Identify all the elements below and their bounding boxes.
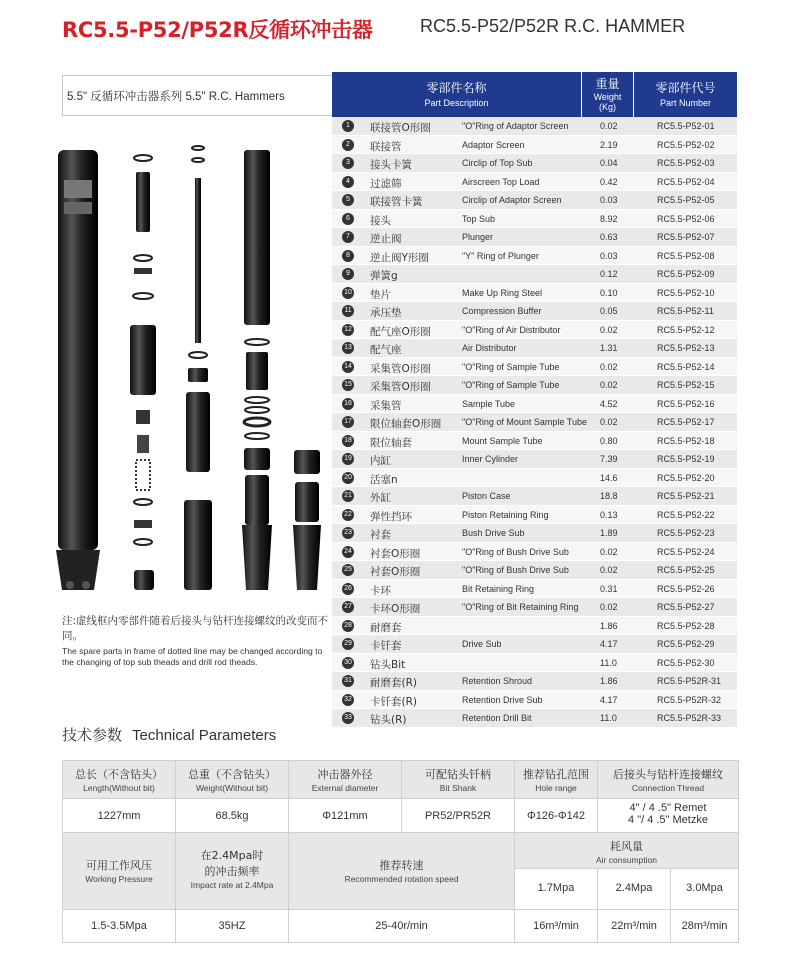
part-name-en: "O"Ring of Sample Tube bbox=[462, 361, 560, 372]
part-row bbox=[332, 136, 737, 155]
part-name-en: Airscreen Top Load bbox=[462, 176, 540, 187]
part-code: RC5.5-P52-20 bbox=[657, 472, 715, 483]
tech-header-pressure: 可用工作风压 Working Pressure bbox=[63, 833, 176, 910]
part-name-cn: 采集管O形圈 bbox=[370, 362, 431, 375]
part-code: RC5.5-P52-11 bbox=[657, 306, 714, 316]
part-weight: 4.52 bbox=[600, 398, 618, 409]
part-number-badge: 3 bbox=[342, 157, 354, 169]
tech-air-pressure-2: 3.0Mpa bbox=[671, 869, 739, 910]
part-number-badge: 16 bbox=[342, 398, 354, 410]
part-number-badge: 29 bbox=[342, 638, 354, 650]
tech-air-pressure-0: 1.7Mpa bbox=[515, 869, 598, 910]
part-weight: 0.02 bbox=[600, 361, 618, 372]
part-name-cn: 联接管 bbox=[370, 140, 402, 153]
part-name-cn: 衬套 bbox=[370, 529, 391, 541]
part-name-en: "O"Ring of Adaptor Screen bbox=[462, 121, 569, 131]
part-row bbox=[332, 672, 737, 691]
part-name-en: "O"Ring of Mount Sample Tube bbox=[462, 417, 587, 427]
part-row bbox=[332, 691, 737, 710]
part-name-cn: 弹簧g bbox=[370, 270, 398, 282]
part-number-badge: 17 bbox=[342, 416, 354, 428]
part-code: RC5.5-P52R-31 bbox=[657, 676, 722, 686]
part-name-cn: 配气座 bbox=[370, 344, 402, 356]
part-weight: 0.03 bbox=[600, 250, 618, 261]
part-name-cn: 卡环 bbox=[370, 584, 391, 597]
part-code: RC5.5-P52-18 bbox=[657, 435, 715, 446]
part-name-en: Piston Retaining Ring bbox=[462, 509, 549, 520]
tech-value-1: 68.5kg bbox=[176, 799, 289, 833]
part-row bbox=[332, 654, 737, 673]
part-weight: 11.0 bbox=[600, 657, 617, 668]
part-code: RC5.5-P52-19 bbox=[657, 454, 715, 464]
part-row bbox=[332, 302, 737, 321]
part-weight: 0.02 bbox=[600, 565, 618, 575]
part-number-badge: 31 bbox=[342, 675, 354, 687]
tech-header-5: 后接头与钻杆连接螺纹 Connection Thread bbox=[598, 761, 739, 799]
part-name-cn: 承压垫 bbox=[370, 307, 402, 319]
part-name-cn: 耐磨套 bbox=[370, 621, 402, 634]
part-row bbox=[332, 580, 737, 599]
note-en: The spare parts in frame of dotted line may be changed according to the changing of top sub theads and drill rod theads. bbox=[62, 646, 323, 667]
part-code: RC5.5-P52-08 bbox=[657, 250, 715, 261]
part-row bbox=[332, 395, 737, 414]
tech-value-thread: 4" / 4 .5" Remet 4 "/ 4 .5" Metzke bbox=[598, 799, 739, 833]
part-row bbox=[332, 117, 737, 136]
part-name-cn: 采集管 bbox=[370, 399, 402, 412]
part-row bbox=[332, 154, 737, 173]
part-row bbox=[332, 358, 737, 377]
tech-value-rotation: 25-40r/min bbox=[289, 910, 515, 943]
part-number-badge: 2 bbox=[342, 139, 354, 151]
part-name-cn: 活塞n bbox=[370, 473, 398, 486]
part-number-badge: 1 bbox=[342, 120, 354, 132]
part-code: RC5.5-P52-07 bbox=[657, 232, 715, 242]
part-weight: 11.0 bbox=[600, 713, 617, 723]
part-name-cn: 配气座O形圈 bbox=[370, 325, 431, 338]
part-name-cn: 耐磨套(R) bbox=[370, 677, 417, 689]
part-weight: 1.89 bbox=[600, 528, 618, 538]
part-code: RC5.5-P52-12 bbox=[657, 324, 715, 335]
part-weight: 0.05 bbox=[600, 306, 618, 316]
part-name-cn: 联接管卡簧 bbox=[370, 196, 423, 208]
header-weight: 重量 Weight (Kg) bbox=[582, 72, 634, 117]
part-name-en: Bit Retaining Ring bbox=[462, 583, 535, 594]
part-weight: 0.31 bbox=[600, 583, 618, 594]
part-name-en: Piston Case bbox=[462, 491, 511, 501]
part-code: RC5.5-P52-22 bbox=[657, 509, 715, 520]
part-row bbox=[332, 376, 737, 395]
part-row bbox=[332, 228, 737, 247]
part-name-cn: 卡钎套(R) bbox=[370, 695, 417, 708]
part-row bbox=[332, 617, 737, 636]
part-weight: 0.04 bbox=[600, 158, 618, 168]
part-name-en: Mount Sample Tube bbox=[462, 435, 543, 446]
part-name-cn: 外缸 bbox=[370, 492, 391, 504]
tech-value-2: Φ121mm bbox=[289, 799, 402, 833]
part-weight: 1.31 bbox=[600, 343, 618, 353]
part-row bbox=[332, 561, 737, 580]
part-weight: 4.17 bbox=[600, 639, 618, 649]
part-row bbox=[332, 635, 737, 654]
part-number-badge: 28 bbox=[342, 620, 354, 632]
page-title-en: RC5.5-P52/P52R R.C. HAMMER bbox=[420, 16, 686, 36]
part-name-cn: 采集管O形圈 bbox=[370, 381, 431, 393]
part-name-en: Top Sub bbox=[462, 213, 496, 224]
part-weight: 0.12 bbox=[600, 269, 618, 279]
part-name-cn: 接头卡簧 bbox=[370, 159, 412, 171]
part-code: RC5.5-P52-13 bbox=[657, 343, 715, 353]
tech-header-air: 耗风量 Air consumption bbox=[515, 833, 739, 869]
part-row bbox=[332, 210, 737, 229]
part-number-badge: 15 bbox=[342, 379, 354, 391]
part-name-cn: 过滤筛 bbox=[370, 177, 402, 190]
tech-air-value-1: 22m³/min bbox=[598, 910, 671, 943]
part-code: RC5.5-P52R-33 bbox=[657, 713, 722, 723]
part-number-badge: 22 bbox=[342, 509, 354, 521]
tech-header-3: 可配钻头钎柄 Bit Shank bbox=[402, 761, 515, 799]
tech-air-value-0: 16m³/min bbox=[515, 910, 598, 943]
part-row bbox=[332, 321, 737, 340]
part-name-en: "O"Ring of Bush Drive Sub bbox=[462, 546, 569, 557]
tech-value-4: Φ126-Φ142 bbox=[515, 799, 598, 833]
part-code: RC5.5-P52-29 bbox=[657, 639, 715, 649]
tech-header-4: 推荐钻孔范围 Hole range bbox=[515, 761, 598, 799]
part-name-en: Make Up Ring Steel bbox=[462, 287, 543, 298]
part-name-cn: 内缸 bbox=[370, 455, 391, 467]
part-weight: 8.92 bbox=[600, 213, 618, 224]
part-name-en: Compression Buffer bbox=[462, 306, 542, 316]
part-name-cn: 垫片 bbox=[370, 288, 391, 301]
part-number-badge: 33 bbox=[342, 712, 354, 724]
part-name-en: Air Distributor bbox=[462, 343, 517, 353]
part-weight: 7.39 bbox=[600, 454, 618, 464]
part-number-badge: 27 bbox=[342, 601, 354, 613]
part-name-en: Retention Shroud bbox=[462, 676, 533, 686]
part-code: RC5.5-P52-24 bbox=[657, 546, 715, 557]
part-code: RC5.5-P52-06 bbox=[657, 213, 715, 224]
part-name-cn: 限位轴套 bbox=[370, 436, 412, 449]
part-name-en: Retention Drill Bit bbox=[462, 713, 532, 723]
part-row bbox=[332, 173, 737, 192]
part-name-cn: 接头 bbox=[370, 214, 391, 227]
part-number-badge: 13 bbox=[342, 342, 354, 354]
part-row bbox=[332, 432, 737, 451]
part-stack-column-3 bbox=[242, 150, 272, 590]
part-weight: 0.02 bbox=[600, 380, 618, 390]
part-name-en: Circlip of Adaptor Screen bbox=[462, 195, 562, 205]
assembled-hammer bbox=[56, 150, 100, 590]
tech-header-0: 总长（不含钻头） Length(Without bit) bbox=[63, 761, 176, 799]
tech-params-table bbox=[62, 760, 739, 943]
part-name-cn: 联接管O形圈 bbox=[370, 122, 431, 134]
part-row bbox=[332, 339, 737, 358]
part-number-badge: 26 bbox=[342, 583, 354, 595]
part-name-en: "Y" Ring of Plunger bbox=[462, 250, 539, 261]
part-number-badge: 12 bbox=[342, 324, 354, 336]
part-name-en: "O"Ring of Sample Tube bbox=[462, 380, 560, 390]
tech-params-title: 技术参数 Technical Parameters bbox=[62, 726, 277, 744]
part-weight: 0.03 bbox=[600, 195, 618, 205]
part-name-en: Sample Tube bbox=[462, 398, 516, 409]
part-name-en: Plunger bbox=[462, 232, 494, 242]
part-code: RC5.5-P52-28 bbox=[657, 620, 715, 631]
part-row bbox=[332, 543, 737, 562]
part-weight: 0.10 bbox=[600, 287, 618, 298]
part-code: RC5.5-P52-21 bbox=[657, 491, 715, 501]
series-label: 5.5" 反循环冲击器系列 5.5" R.C. Hammers bbox=[67, 91, 285, 103]
part-code: RC5.5-P52-30 bbox=[657, 657, 715, 668]
tech-value-impact: 35HZ bbox=[176, 910, 289, 943]
part-weight: 0.02 bbox=[600, 602, 618, 612]
part-name-en: Drive Sub bbox=[462, 639, 502, 649]
tech-header-impact: 在2.4Mpa时 的冲击频率 Impact rate at 2.4Mpa bbox=[176, 833, 289, 910]
part-row bbox=[332, 247, 737, 266]
part-number-badge: 21 bbox=[342, 490, 354, 502]
part-stack-column-1 bbox=[130, 155, 156, 590]
part-code: RC5.5-P52-23 bbox=[657, 528, 715, 538]
tech-air-pressure-1: 2.4Mpa bbox=[598, 869, 671, 910]
part-number-badge: 23 bbox=[342, 527, 354, 539]
tech-value-pressure: 1.5-3.5Mpa bbox=[63, 910, 176, 943]
part-row bbox=[332, 487, 737, 506]
part-name-cn: 逆止阀Y形圈 bbox=[370, 251, 429, 264]
part-name-en: Adaptor Screen bbox=[462, 139, 525, 150]
tech-air-value-2: 28m³/min bbox=[671, 910, 739, 943]
part-number-badge: 5 bbox=[342, 194, 354, 206]
tech-header-rotation: 推荐转速 Recommended rotation speed bbox=[289, 833, 515, 910]
tech-value-0: 1227mm bbox=[63, 799, 176, 833]
part-number-badge: 25 bbox=[342, 564, 354, 576]
part-name-cn: 衬套O形圈 bbox=[370, 566, 421, 578]
part-weight: 1.86 bbox=[600, 676, 618, 686]
tech-header-1: 总重（不含钻头） Weight(Without bit) bbox=[176, 761, 289, 799]
part-weight: 14.6 bbox=[600, 472, 618, 483]
part-weight: 0.02 bbox=[600, 417, 618, 427]
part-number-badge: 8 bbox=[342, 250, 354, 262]
part-name-cn: 逆止阀 bbox=[370, 233, 402, 245]
page-title-cn: RC5.5-P52/P52R反循环冲击器 bbox=[62, 18, 373, 42]
part-name-cn: 衬套O形圈 bbox=[370, 547, 421, 560]
part-weight: 0.63 bbox=[600, 232, 618, 242]
part-number-badge: 32 bbox=[342, 694, 354, 706]
part-code: RC5.5-P52-01 bbox=[657, 121, 715, 131]
part-weight: 0.13 bbox=[600, 509, 618, 520]
part-number-badge: 6 bbox=[342, 213, 354, 225]
part-code: RC5.5-P52-16 bbox=[657, 398, 715, 409]
part-name-cn: 钻头(R) bbox=[370, 714, 407, 726]
part-number-badge: 18 bbox=[342, 435, 354, 447]
part-code: RC5.5-P52-09 bbox=[657, 269, 715, 279]
part-name-en: Retention Drive Sub bbox=[462, 694, 543, 705]
parts-table bbox=[332, 117, 737, 728]
part-row bbox=[332, 598, 737, 617]
part-number-badge: 9 bbox=[342, 268, 354, 280]
parts-table-header bbox=[332, 72, 737, 117]
part-row bbox=[332, 524, 737, 543]
part-code: RC5.5-P52R-32 bbox=[657, 694, 722, 705]
tech-value-3: PR52/PR52R bbox=[402, 799, 515, 833]
part-number-badge: 24 bbox=[342, 546, 354, 558]
part-code: RC5.5-P52-17 bbox=[657, 417, 715, 427]
part-number-badge: 7 bbox=[342, 231, 354, 243]
part-number-badge: 19 bbox=[342, 453, 354, 465]
part-weight: 0.02 bbox=[600, 121, 618, 131]
part-weight: 0.02 bbox=[600, 546, 618, 557]
part-row bbox=[332, 265, 737, 284]
part-code: RC5.5-P52-25 bbox=[657, 565, 715, 575]
part-stack-column-2 bbox=[184, 146, 212, 590]
note-cn: 注:虚线框内零部件随着后接头与钻杆连接螺纹的改变而不同。 bbox=[62, 615, 329, 642]
part-name-cn: 钻头Bit bbox=[370, 658, 406, 671]
part-row bbox=[332, 284, 737, 303]
part-number-badge: 30 bbox=[342, 657, 354, 669]
part-name-en: Bush Drive Sub bbox=[462, 528, 525, 538]
dotted-frame-note bbox=[62, 614, 332, 668]
part-row bbox=[332, 506, 737, 525]
part-name-en: "O"Ring of Bit Retaining Ring bbox=[462, 602, 579, 612]
part-weight: 4.17 bbox=[600, 694, 618, 705]
part-weight: 0.80 bbox=[600, 435, 618, 446]
part-name-en: Circlip of Top Sub bbox=[462, 158, 533, 168]
part-stack-column-4 bbox=[293, 450, 321, 590]
series-label-box bbox=[62, 75, 332, 116]
part-code: RC5.5-P52-26 bbox=[657, 583, 715, 594]
part-row bbox=[332, 450, 737, 469]
part-name-cn: 卡钎套 bbox=[370, 640, 402, 652]
part-row bbox=[332, 709, 737, 728]
part-name-cn: 限位轴套O形圈 bbox=[370, 418, 442, 430]
hammer-exploded-diagram bbox=[50, 130, 330, 600]
part-number-badge: 11 bbox=[342, 305, 354, 317]
header-part-description: 零部件名称 Part Description bbox=[332, 72, 582, 117]
header-part-number: 零部件代号 Part Number bbox=[655, 81, 716, 108]
part-number-badge: 20 bbox=[342, 472, 354, 484]
part-code: RC5.5-P52-03 bbox=[657, 158, 715, 168]
part-number-badge: 14 bbox=[342, 361, 354, 373]
part-code: RC5.5-P52-10 bbox=[657, 287, 715, 298]
part-weight: 2.19 bbox=[600, 139, 618, 150]
part-weight: 18.8 bbox=[600, 491, 618, 501]
part-name-cn: 卡环O形圈 bbox=[370, 603, 421, 615]
part-weight: 1.86 bbox=[600, 620, 618, 631]
part-row bbox=[332, 469, 737, 488]
part-weight: 0.42 bbox=[600, 176, 618, 187]
part-code: RC5.5-P52-15 bbox=[657, 380, 715, 390]
part-code: RC5.5-P52-27 bbox=[657, 602, 715, 612]
part-code: RC5.5-P52-04 bbox=[657, 176, 715, 187]
part-number-badge: 4 bbox=[342, 176, 354, 188]
part-name-en: Inner Cylinder bbox=[462, 454, 519, 464]
part-code: RC5.5-P52-14 bbox=[657, 361, 715, 372]
part-weight: 0.02 bbox=[600, 324, 618, 335]
part-code: RC5.5-P52-02 bbox=[657, 139, 715, 150]
part-code: RC5.5-P52-05 bbox=[657, 195, 715, 205]
part-row bbox=[332, 413, 737, 432]
part-row bbox=[332, 191, 737, 210]
part-number-badge: 10 bbox=[342, 287, 354, 299]
part-name-en: "O"Ring of Air Distributor bbox=[462, 324, 561, 335]
part-name-cn: 弹性挡环 bbox=[370, 510, 412, 523]
part-name-en: "O"Ring of Bush Drive Sub bbox=[462, 565, 569, 575]
tech-header-2: 冲击器外径 External diameter bbox=[289, 761, 402, 799]
